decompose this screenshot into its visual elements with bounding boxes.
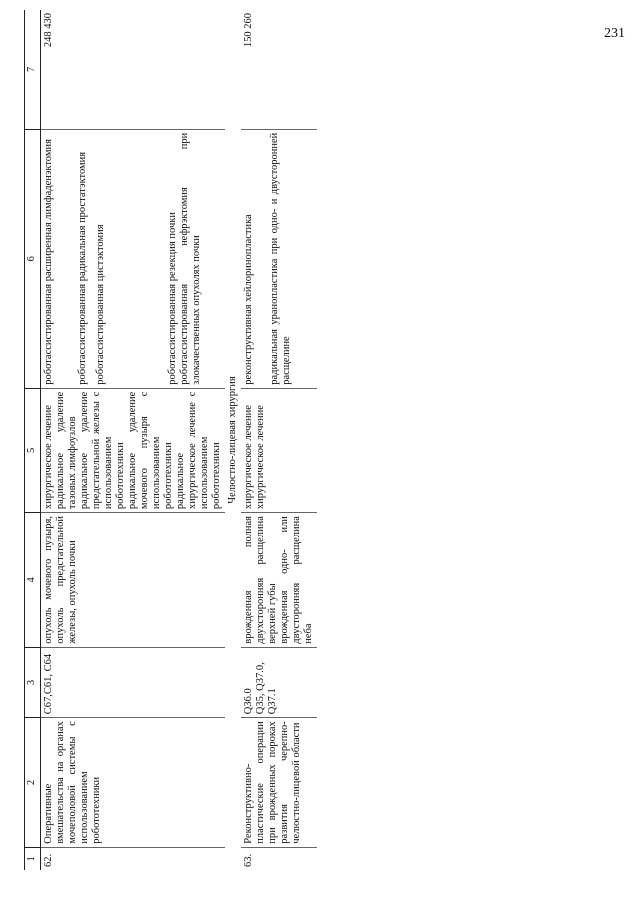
- patient-model: врожденная полная двухсторонняя расщелина верхней губы врожденная одно- или двусторонняя расщелина неба: [241, 513, 317, 648]
- care-type-name: Оперативные вмешательства на органах мочеполовой системы с использованием робототехники: [41, 718, 226, 848]
- method-item: радикальное удаление мочевого пузыря с использованием робототехники: [127, 391, 174, 510]
- method-item: реконструктивная хейлоринопластика: [243, 214, 254, 385]
- procedures-table: [24, 10, 317, 870]
- section-title: Челюстно-лицевая хирургия: [227, 376, 238, 504]
- page-number: 231: [604, 26, 625, 41]
- column-number: 1: [24, 847, 41, 870]
- care-type-name: Реконструктивно-пластические операции при врожденных пороках развития черепно-челюстно-лицевой области: [241, 718, 317, 848]
- treatment-type: хирургическое лечение хирургическое лечение: [241, 388, 317, 512]
- icd-codes: Q36.0 Q35, Q37.0, Q37.1: [241, 647, 317, 717]
- table-row: [241, 10, 317, 870]
- method-item: радикальное удаление предстательной железы с использованием робототехники: [79, 391, 126, 510]
- treatment-label: хирургическое лечение: [43, 405, 54, 510]
- method-item: радикальная уранопластика при одно- и двусторонней расщелине: [269, 132, 292, 385]
- patient-model: опухоль мочевого пузыря, опухоль предстательной железы, опухоль почки: [41, 513, 226, 648]
- table-top-rule: [24, 10, 25, 870]
- method-item: роботассистированная расширенная лимфаденэктомия: [43, 139, 54, 385]
- column-number: 3: [24, 647, 41, 717]
- column-number: 4: [24, 513, 41, 648]
- treatment-type: [41, 388, 226, 512]
- table-row: [41, 10, 226, 870]
- treatment-methods: [241, 129, 317, 388]
- section-row: [225, 10, 241, 870]
- method-item: радикальное удаление тазовых лимфоузлов: [55, 391, 78, 510]
- method-item: роботассистированная цистэктомия: [95, 224, 106, 385]
- method-item: роботассистированная нефрэктомия при злокачественных опухолях почки: [179, 132, 202, 385]
- column-number: 6: [24, 129, 41, 388]
- icd-codes: C67,C61, C64: [41, 647, 226, 717]
- row-number: 62.: [43, 853, 54, 867]
- treatment-methods: [41, 129, 226, 388]
- cost-value: 248 430: [41, 10, 226, 129]
- column-number: 5: [24, 388, 41, 512]
- row-number: 63.: [243, 853, 254, 867]
- cost-value: 150 260: [241, 10, 317, 129]
- column-number-row: [24, 10, 41, 870]
- rotated-table-container: [24, 10, 624, 870]
- method-item: роботассистированная резекция почки: [167, 212, 178, 385]
- method-item: радикальное хирургическое лечение с использованием робототехники: [175, 391, 222, 510]
- column-number: 7: [24, 10, 41, 129]
- method-item: роботассистированная радикальная простатэктомия: [77, 151, 88, 385]
- column-number: 2: [24, 718, 41, 848]
